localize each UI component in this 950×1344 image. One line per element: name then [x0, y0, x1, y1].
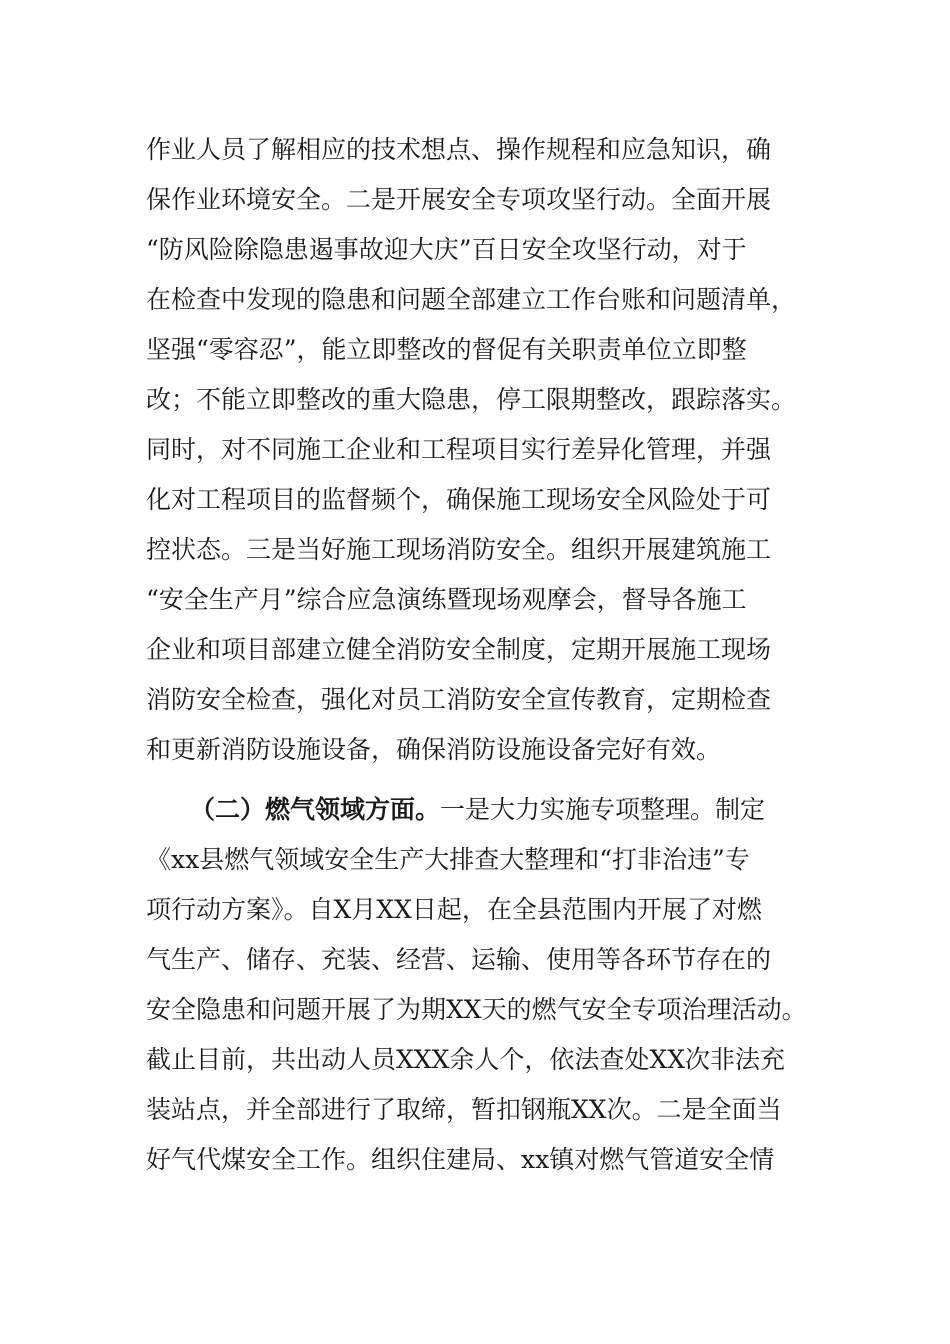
text-line: “防风险除隐患遏事故迎大庆”百日安全攻坚行动，对于 — [146, 235, 747, 264]
text-line: 《xx县燃气领域安全生产大排查大整理和“打非治违”专 — [146, 845, 750, 874]
text-line: 在检查中发现的隐患和问题全部建立工作台账和问题清单， — [146, 285, 797, 314]
text-line: 项行动方案》。自X月XX日起，在全县范围内开展了对燃 — [146, 895, 762, 924]
text-line: 控状态。三是当好施工现场消防安全。组织开展建筑施工 — [146, 535, 772, 564]
paragraph-construction-safety — [146, 125, 846, 775]
section-heading: （二）燃气领域方面。 — [190, 795, 441, 824]
text-line: 坚强“零容忍”，能立即整改的督促有关职责单位立即整 — [146, 335, 747, 364]
text-line: 和更新消防设施设备，确保消防设施设备完好有效。 — [146, 735, 722, 764]
text-line: 消防安全检查，强化对员工消防安全宣传教育，定期检查 — [146, 685, 772, 714]
text-line: 保作业环境安全。二是开展安全专项攻坚行动。全面开展 — [146, 185, 772, 214]
paragraph-first-line — [146, 785, 846, 835]
text-line: 同时，对不同施工企业和工程项目实行差异化管理，并强 — [146, 435, 772, 464]
text-line: 装站点，并全部进行了取缔，暂扣钢瓶XX次。二是全面当 — [146, 1095, 782, 1124]
text-line-rest: 一是大力实施专项整理。制定 — [440, 795, 766, 824]
text-line: 企业和项目部建立健全消防安全制度，定期开展施工现场 — [146, 635, 772, 664]
text-line: 化对工程项目的监督频个，确保施工现场安全风险处于可 — [146, 485, 772, 514]
text-line: 作业人员了解相应的技术想点、操作规程和应急知识，确 — [146, 135, 772, 164]
paragraph-gas-safety — [146, 785, 846, 1185]
text-line: 截止目前，共出动人员XXX余人个，依法查处XX次非法充 — [146, 1045, 785, 1074]
text-line: 好气代煤安全工作。组织住建局、xx镇对燃气管道安全情 — [146, 1145, 775, 1174]
text-line: “安全生产月”综合应急演练暨现场观摩会，督导各施工 — [146, 585, 747, 614]
text-line: 气生产、储存、充装、经营、运输、使用等各环节存在的 — [146, 945, 772, 974]
text-line: 改；不能立即整改的重大隐患，停工限期整改，跟踪落实。 — [146, 385, 797, 414]
text-line: 安全隐患和问题开展了为期XX天的燃气安全专项治理活动。 — [146, 995, 807, 1024]
